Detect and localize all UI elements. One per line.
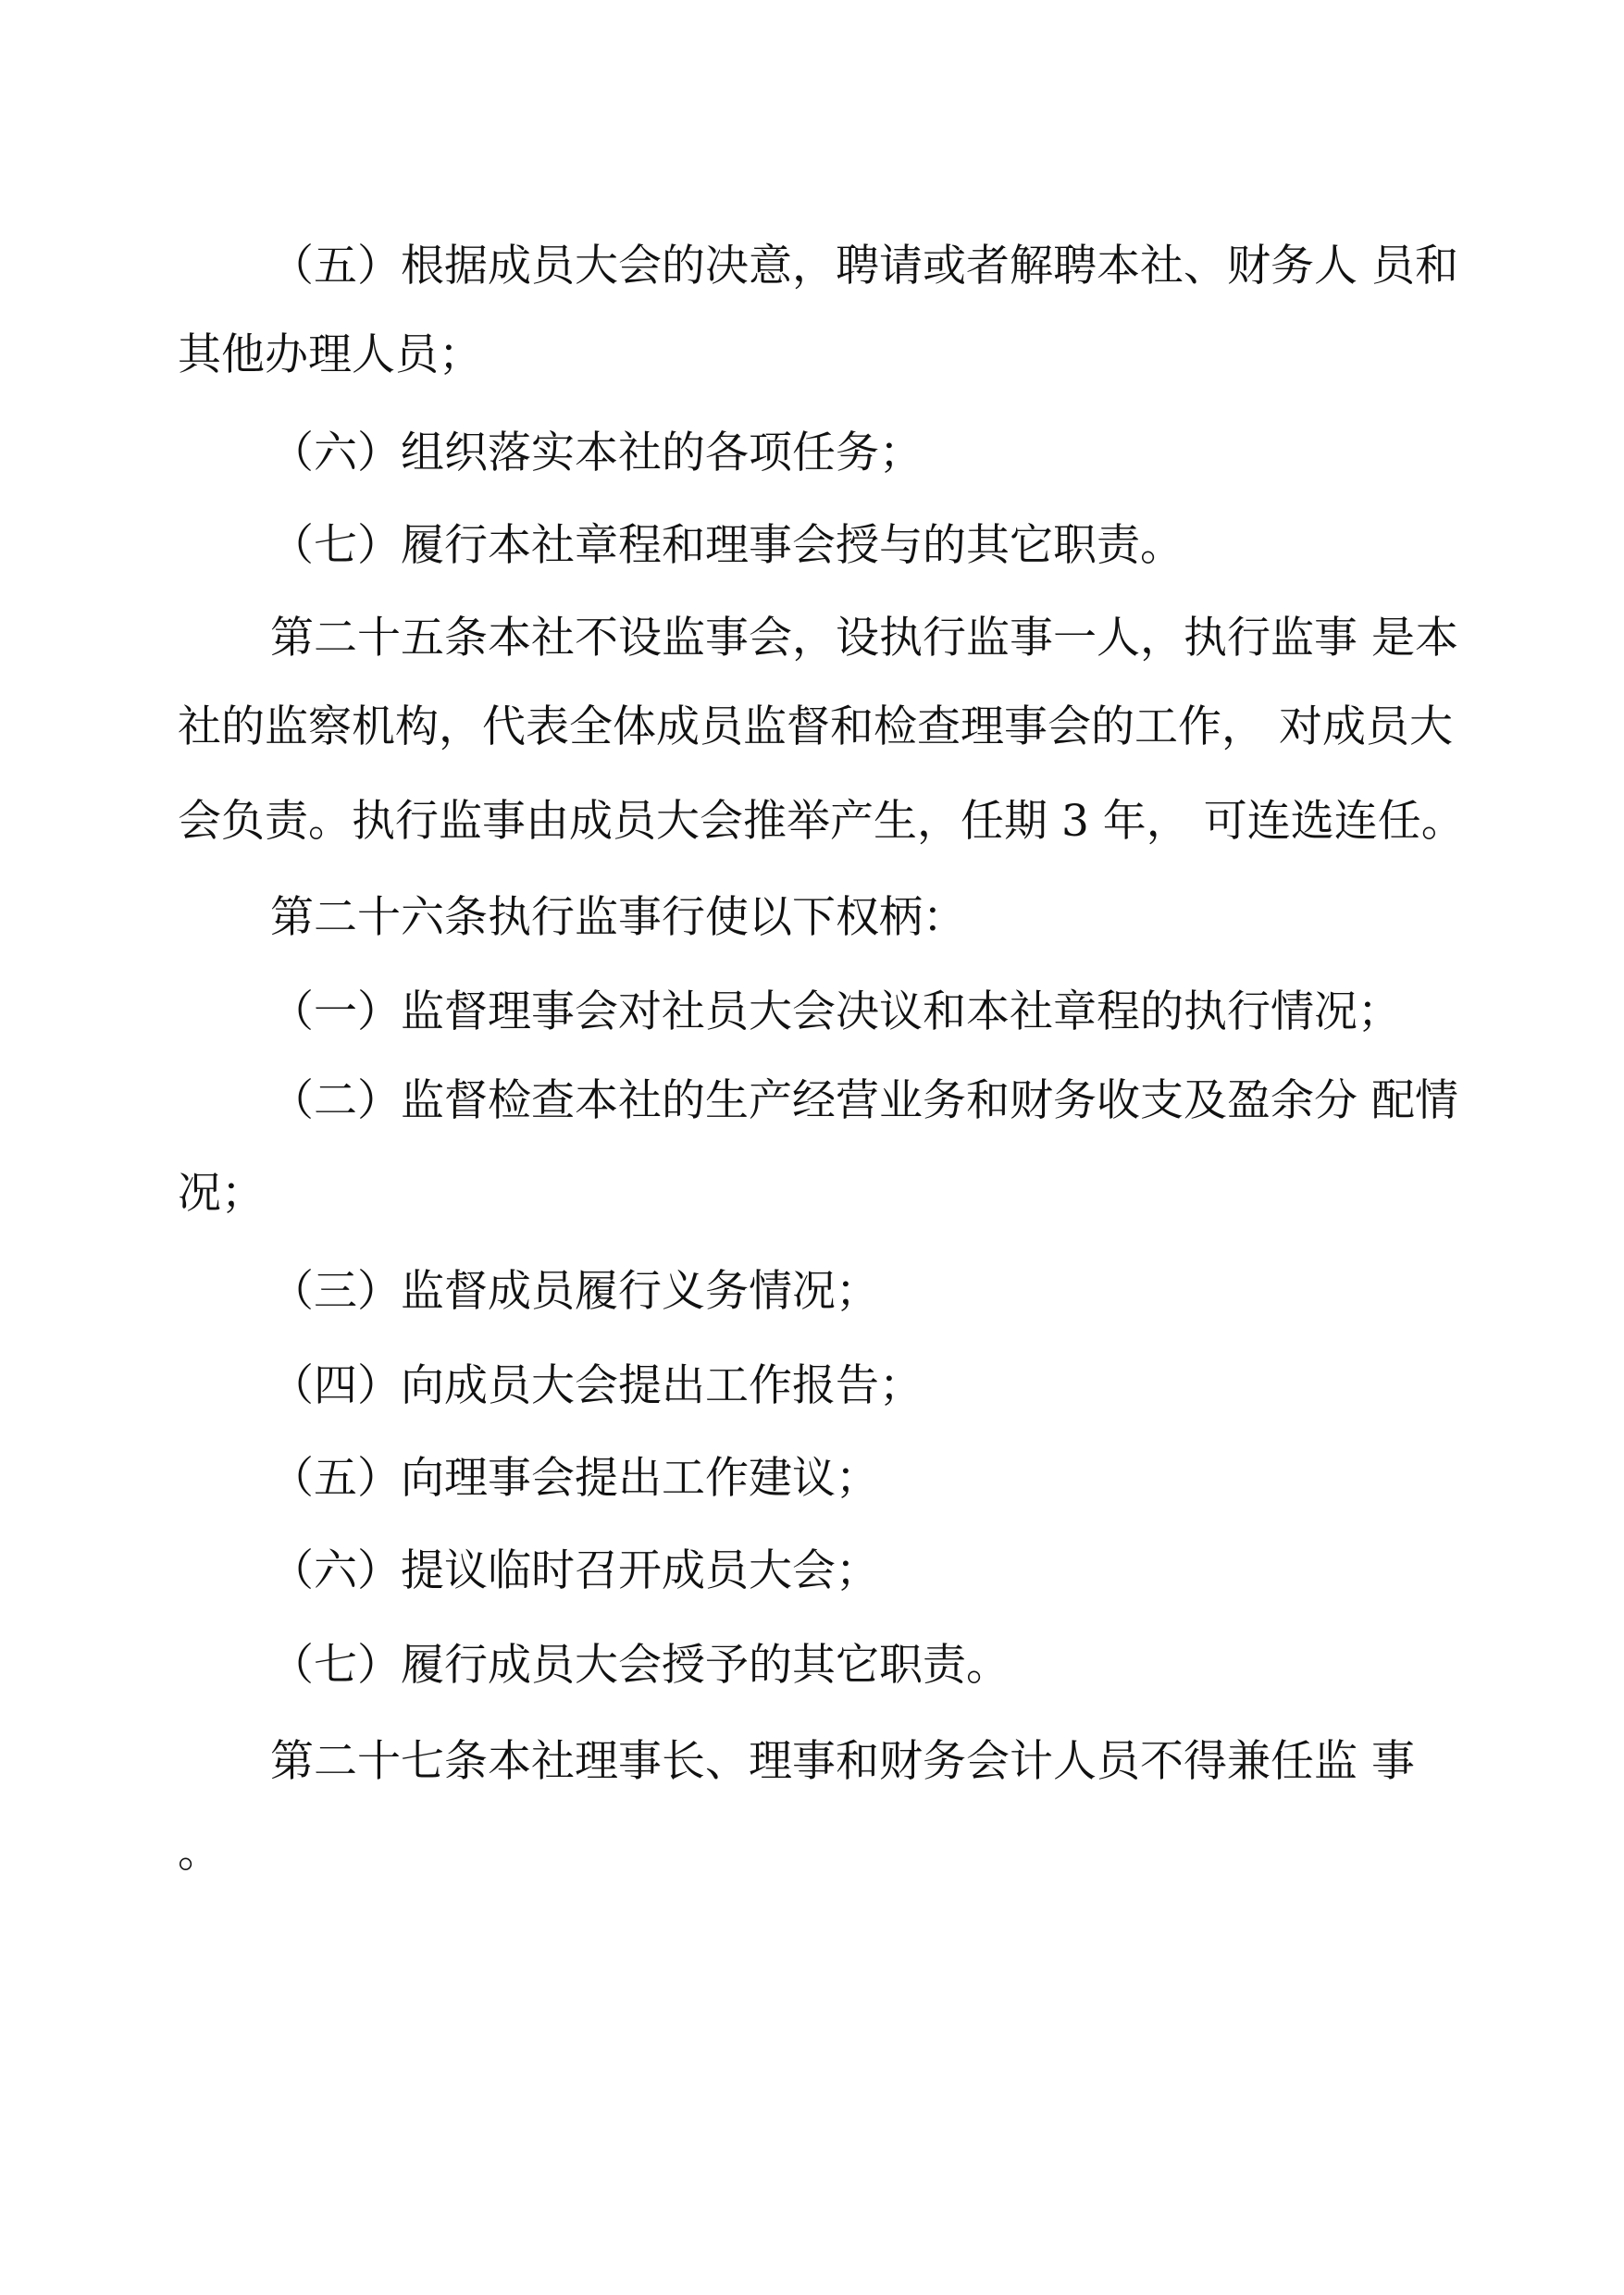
paragraph-line: 第二十七条本社理事长、理事和财务会计人员不得兼任监 事	[270, 1736, 1415, 1787]
paragraph-line: 社的监察机构，代表全体成员监督和检查理事会的工作， 对成员大	[178, 701, 1453, 752]
paragraph-line: （三）监督成员履行义务情况；	[270, 1266, 879, 1317]
paragraph-line: （五）向理事会提出工作建议；	[270, 1453, 879, 1504]
paragraph-line: （二）监督检查本社的生产经营业务和财务收支及盈余分 配情	[270, 1075, 1458, 1126]
paragraph-line: （六）组织落实本社的各项任务；	[270, 428, 923, 478]
paragraph-line: （四）向成员大会提出工作报告；	[270, 1360, 923, 1411]
paragraph-line: 况；	[178, 1168, 265, 1219]
paragraph-line: 第二十五条本社不设监事会，设执行监事一人，执行监事 是本	[270, 613, 1458, 664]
paragraph-line: （七）履行成员大会授予的其它职责。	[270, 1640, 1010, 1691]
paragraph-line: 。	[178, 1827, 221, 1878]
paragraph-line: （七）履行本社章程和理事会授与的其它职责。	[270, 520, 1184, 571]
paragraph-line: （六）提议临时召开成员大会；	[270, 1545, 879, 1596]
paragraph-line: （五）根据成员大会的决意，聘请或者解聘本社、财务人 员和	[270, 241, 1458, 292]
paragraph-line: （一）监督理事会对社员大会决议和本社章程的执行情况；	[270, 986, 1401, 1037]
paragraph-line: 其他办理人员；	[178, 329, 482, 380]
paragraph-line: 第二十六条执行监事行使以下权柄：	[270, 892, 966, 943]
paragraph-line: 会负责。执行监事由成员大会推举产生，任期 3 年， 可连选连任。	[178, 796, 1465, 847]
